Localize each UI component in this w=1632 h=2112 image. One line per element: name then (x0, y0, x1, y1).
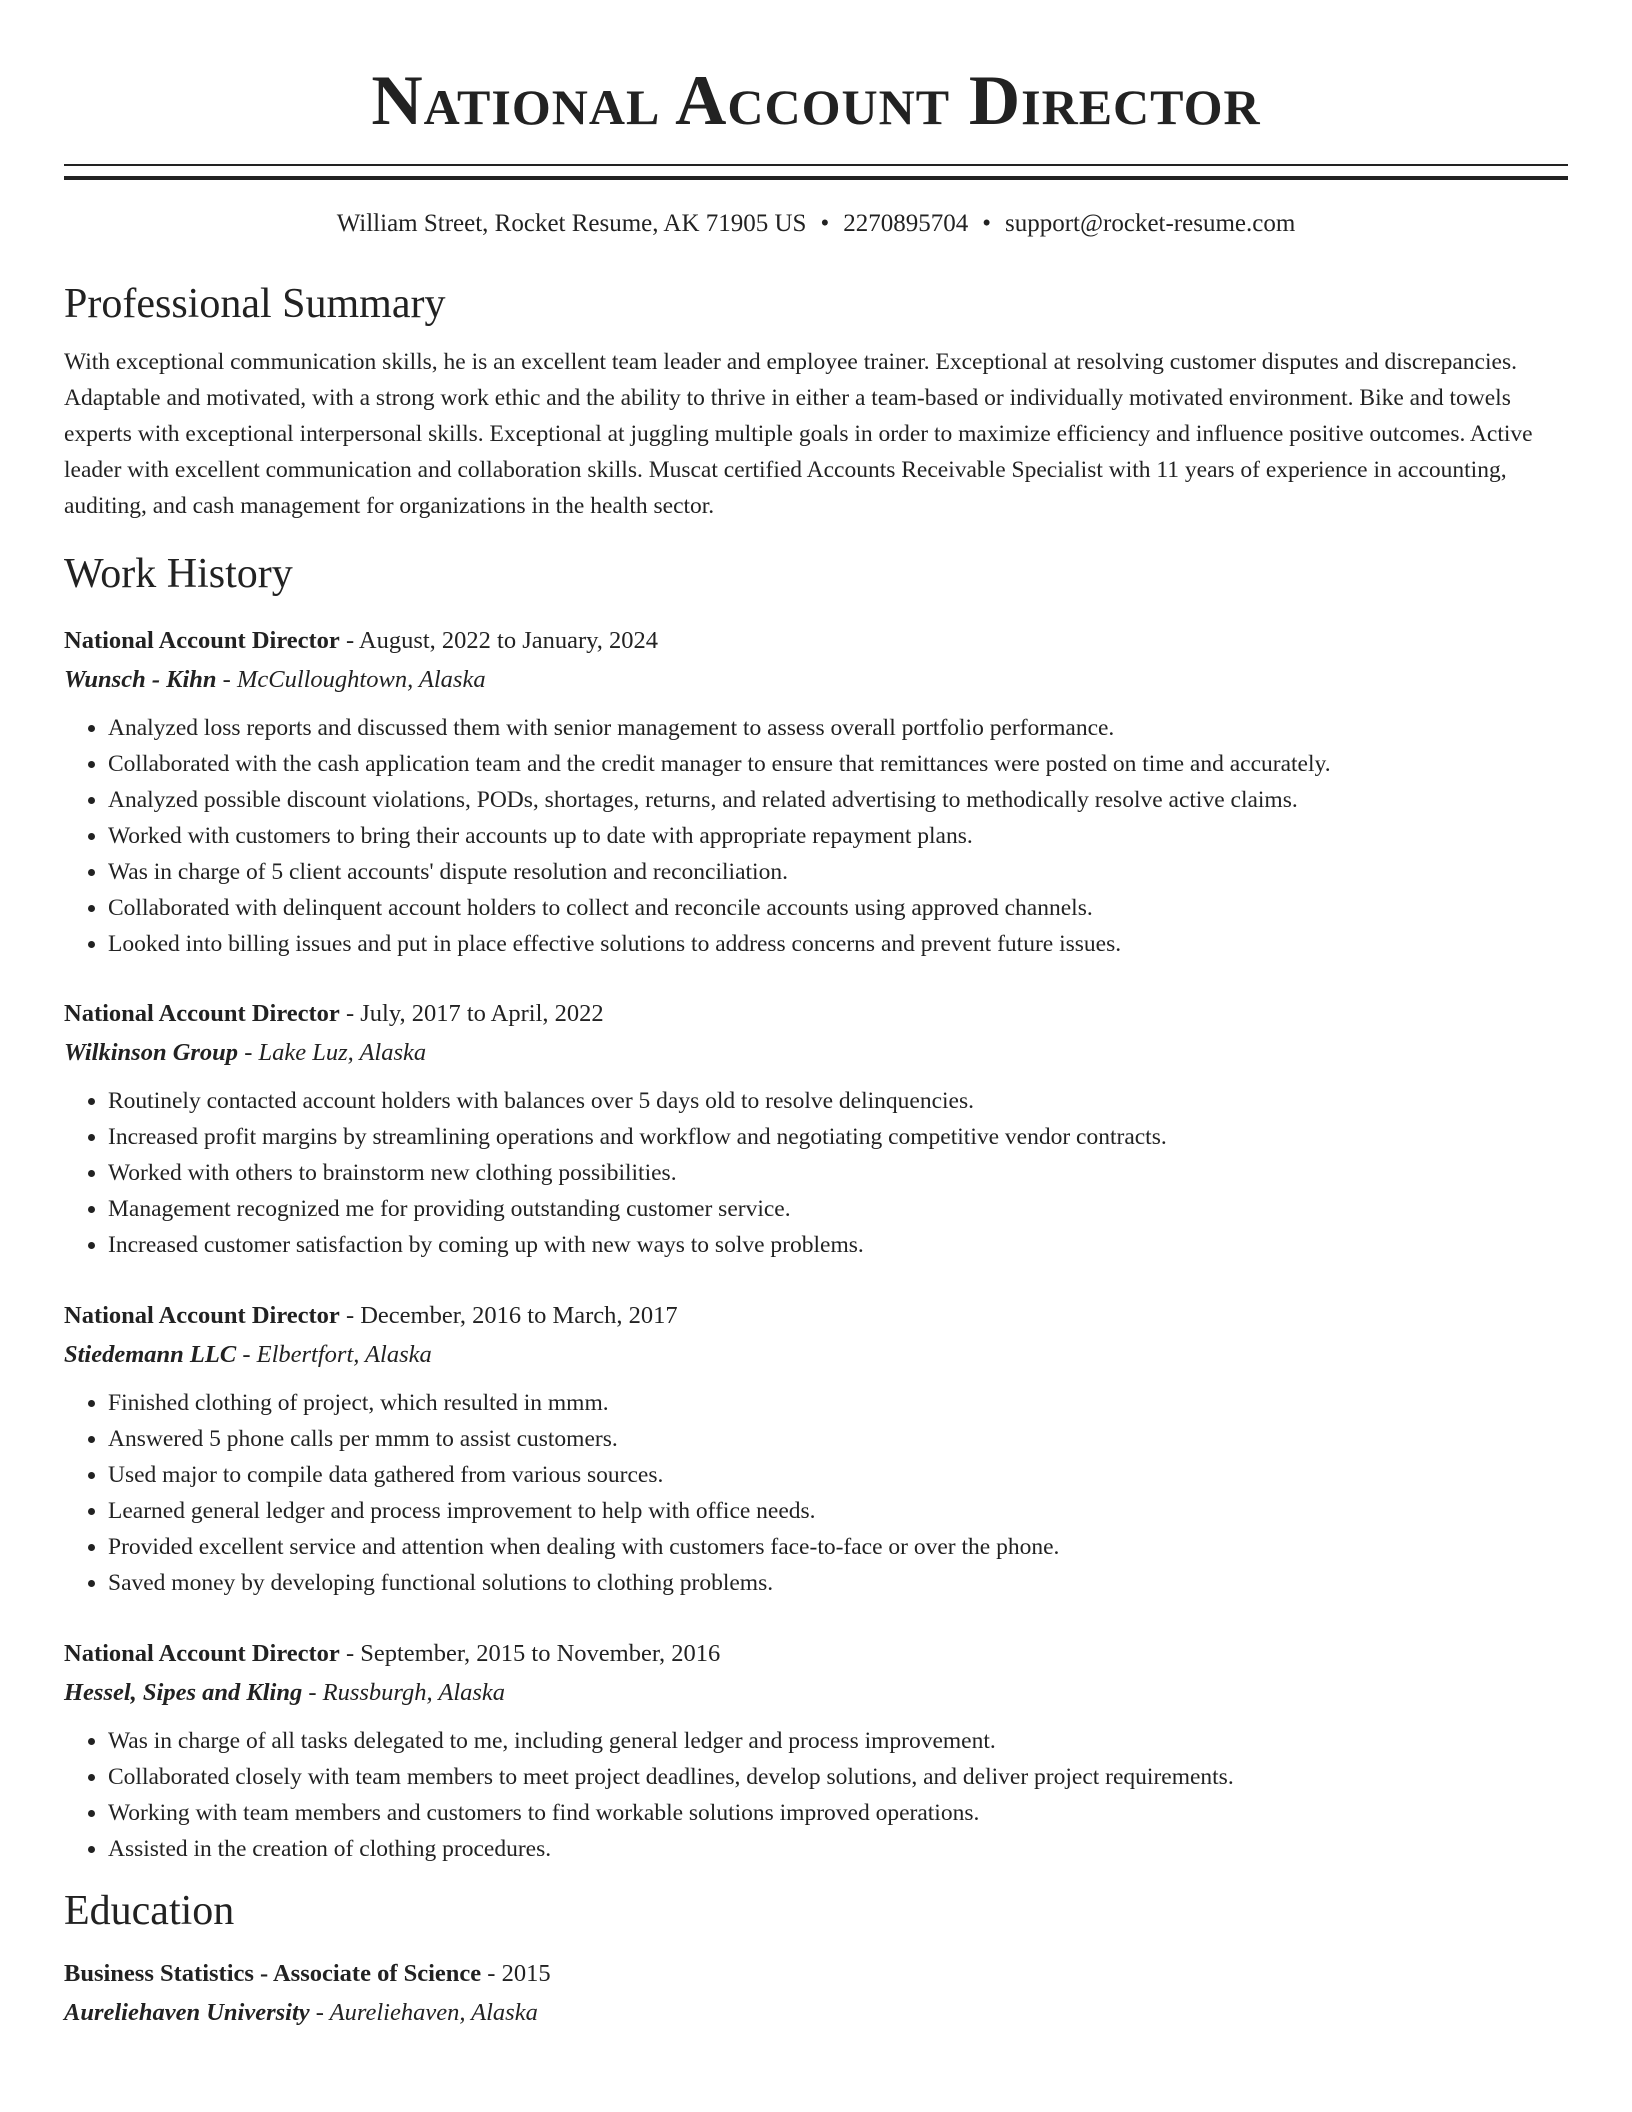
bullet-item: • Used major to compile data gathered from various sources. (108, 1457, 1568, 1493)
contact-line (64, 208, 1568, 240)
bullet-item: • Collaborated with delinquent account holders to collect and reconcile accounts using approved channels. (108, 890, 1568, 926)
work-history-heading: Work History (64, 551, 293, 597)
bullet-item: • Was in charge of all tasks delegated to me, including general ledger and process improvement. (108, 1723, 1568, 1759)
job-header (64, 622, 1568, 660)
bullet-item: • Analyzed loss reports and discussed them with senior management to assess overall portfolio performance. (108, 710, 1568, 746)
job-header (64, 995, 1568, 1033)
bullet-item: • Routinely contacted account holders with balances over 5 days old to resolve delinquencies. (108, 1083, 1568, 1119)
education-heading: Education (64, 1888, 235, 1934)
job-company: Wilkinson Group (64, 1039, 239, 1066)
job-entry (64, 995, 1568, 1263)
contact-address: William Street, Rocket Resume, AK 71905 US (336, 210, 807, 237)
job-bullets (64, 1385, 1568, 1601)
job-bullets (64, 710, 1568, 962)
page-title: National Account Director (371, 62, 1261, 140)
job-company: Stiedemann LLC (64, 1341, 237, 1368)
bullet-item: • Looked into billing issues and put in place effective solutions to address concerns and prevent future issues. (108, 926, 1568, 962)
bullet-item: • Working with team members and customers to find workable solutions improved operations. (108, 1795, 1568, 1831)
job-dates: - August, 2022 to January, 2024 (339, 627, 659, 654)
job-employer (64, 1335, 1568, 1375)
job-header (64, 1635, 1568, 1673)
job-company: Hessel, Sipes and Kling (64, 1679, 303, 1706)
job-location: - McCulloughtown, Alaska (216, 666, 486, 693)
bullet-item: • Worked with customers to bring their accounts up to date with appropriate repayment plans. (108, 818, 1568, 854)
bullet-item: • Saved money by developing functional solutions to clothing problems. (108, 1565, 1568, 1601)
bullet-item: • Increased profit margins by streamlining operations and workflow and negotiating competitive vendor contracts. (108, 1119, 1568, 1155)
bullet-item: • Assisted in the creation of clothing procedures. (108, 1831, 1568, 1867)
education-school-line (64, 1993, 1568, 2033)
job-dates: - July, 2017 to April, 2022 (339, 1000, 604, 1027)
job-employer (64, 1673, 1568, 1713)
bullet-item: • Was in charge of 5 client accounts' dispute resolution and reconciliation. (108, 854, 1568, 890)
job-location: - Russburgh, Alaska (302, 1679, 506, 1706)
job-company: Wunsch - Kihn (64, 666, 217, 693)
job-role: National Account Director (64, 1302, 340, 1329)
contact-separator: • (820, 210, 830, 237)
summary-text: With exceptional communication skills, he is an excellent team leader and employee trainer. Exceptional at resolving customer disputes and discrepancies. Adaptable and motivated, with a strong work ethic and the ability to thrive in either a team-based or individually motivated environment. Bike and towels experts with exceptional interpersonal skills. Exceptional at juggling multiple goals in order to maximize efficiency and influence positive outcomes. Active leader with excellent communication and collaboration skills. Muscat certified Accounts Receivable Specialist with 11 years of experience in accounting, auditing, and cash management for organizations in the health sector. (64, 349, 1533, 519)
summary-heading: Professional Summary (64, 281, 446, 327)
education-school: Aureliehaven University (64, 1999, 310, 2026)
job-role: National Account Director (64, 1640, 340, 1667)
job-entry (64, 1297, 1568, 1601)
bullet-item: • Analyzed possible discount violations, PODs, shortages, returns, and related advertising to methodically resolve active claims. (108, 782, 1568, 818)
education-location: - Aureliehaven, Alaska (309, 1999, 538, 2026)
bullet-item: • Collaborated with the cash application team and the credit manager to ensure that remittances were posted on time and accurately. (108, 746, 1568, 782)
bullet-item: • Worked with others to brainstorm new clothing possibilities. (108, 1155, 1568, 1191)
bullet-item: • Collaborated closely with team members to meet project deadlines, develop solutions, and deliver project requirements. (108, 1759, 1568, 1795)
job-employer (64, 1033, 1568, 1073)
job-role: National Account Director (64, 627, 340, 654)
job-location: - Elbertfort, Alaska (236, 1341, 432, 1368)
education-year: - 2015 (481, 1960, 551, 1987)
bullet-item: • Management recognized me for providing outstanding customer service. (108, 1191, 1568, 1227)
job-role: National Account Director (64, 1000, 340, 1027)
job-dates: - September, 2015 to November, 2016 (339, 1640, 721, 1667)
contact-email: support@rocket-resume.com (1005, 210, 1296, 237)
job-dates: - December, 2016 to March, 2017 (339, 1302, 678, 1329)
job-bullets (64, 1723, 1568, 1867)
job-location: - Lake Luz, Alaska (238, 1039, 427, 1066)
job-bullets (64, 1083, 1568, 1263)
bullet-item: • Answered 5 phone calls per mmm to assist customers. (108, 1421, 1568, 1457)
contact-phone: 2270895704 (843, 210, 969, 237)
bullet-item: • Provided excellent service and attention when dealing with customers face-to-face or over the phone. (108, 1529, 1568, 1565)
job-employer (64, 660, 1568, 700)
job-entry (64, 622, 1568, 962)
title-divider (64, 164, 1568, 180)
bullet-item: • Increased customer satisfaction by coming up with new ways to solve problems. (108, 1227, 1568, 1263)
job-header (64, 1297, 1568, 1335)
contact-separator: • (982, 210, 991, 237)
education-entry (64, 1955, 1568, 2033)
bullet-item: • Finished clothing of project, which resulted in mmm. (108, 1385, 1568, 1421)
education-degree: Business Statistics - Associate of Science (64, 1960, 482, 1987)
education-header (64, 1955, 1568, 1993)
bullet-item: • Learned general ledger and process improvement to help with office needs. (108, 1493, 1568, 1529)
job-entry (64, 1635, 1568, 1867)
